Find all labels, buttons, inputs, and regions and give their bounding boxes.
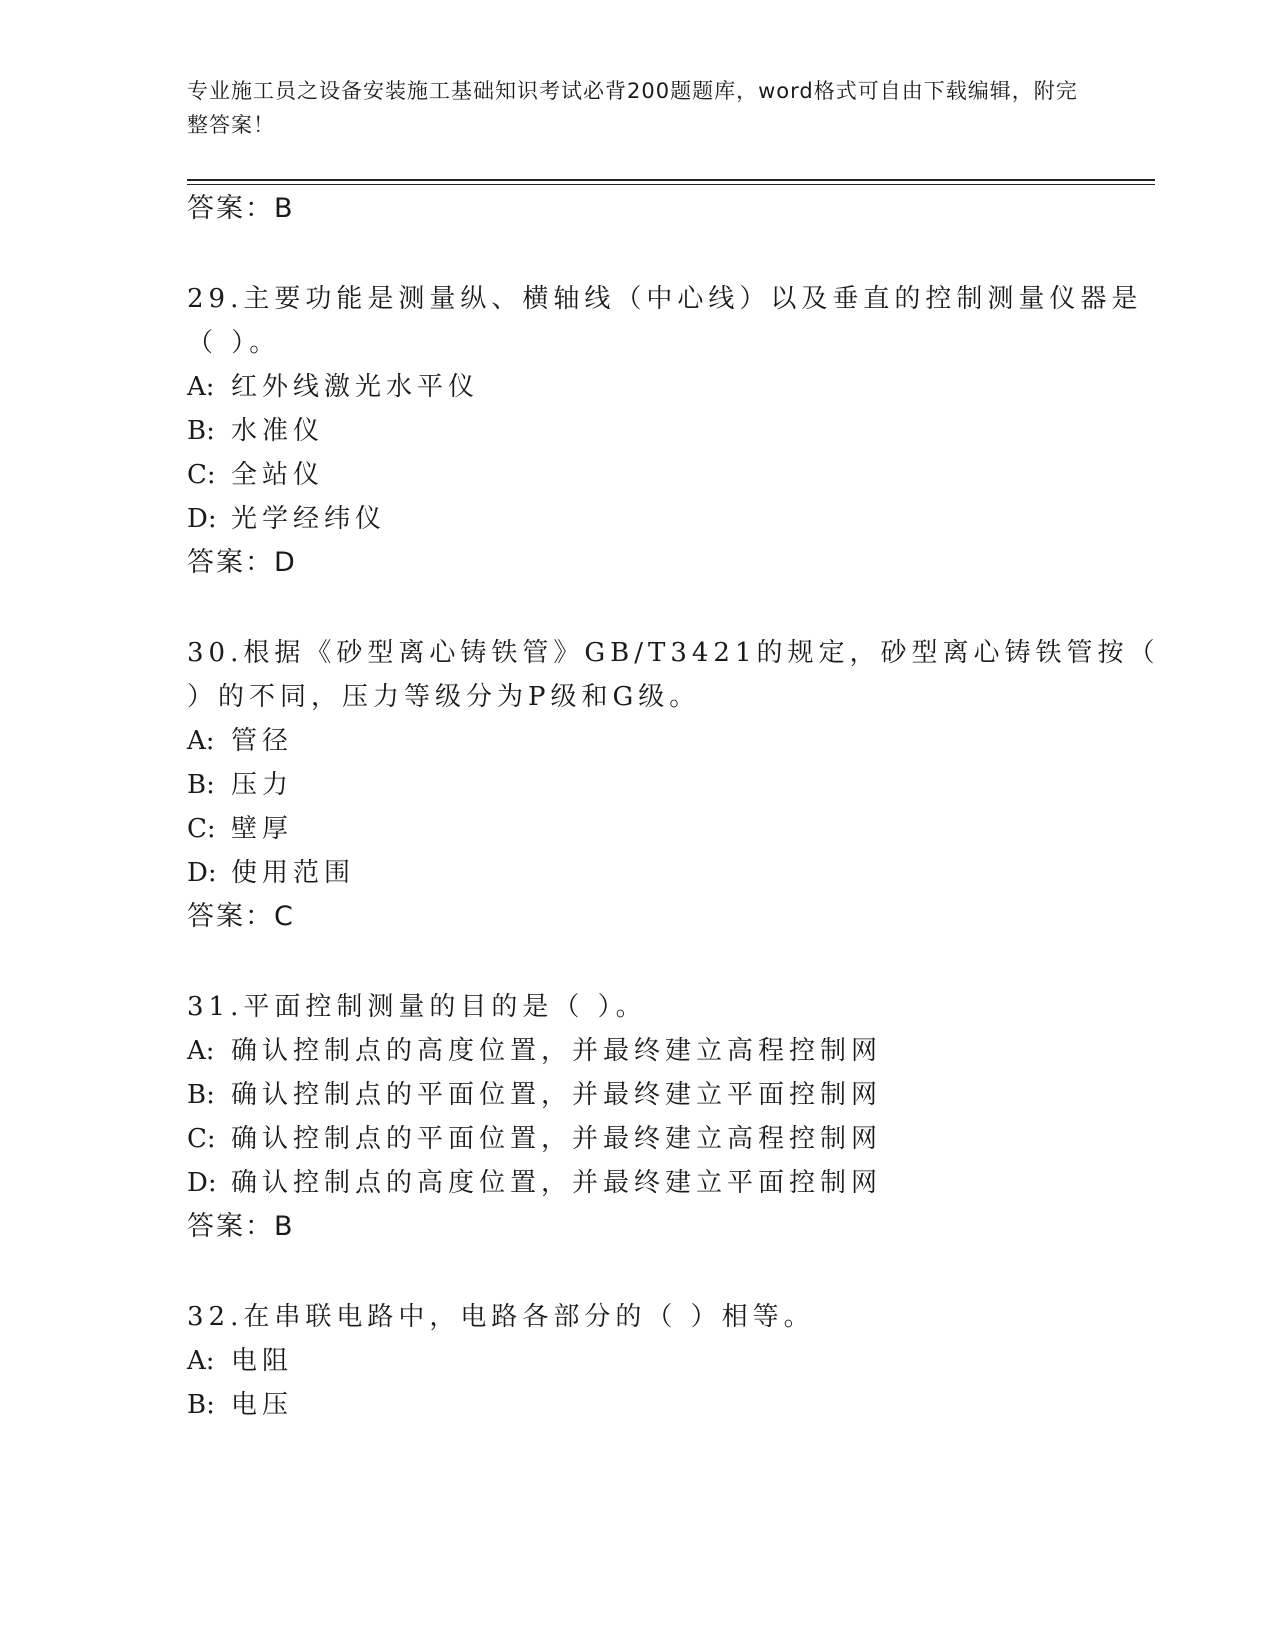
q30-option-d (187, 856, 355, 890)
q30-stem-line2: ）的不同，压力等级分为P级和G级。 (187, 682, 701, 712)
q30-option-b-text: 压力 (231, 770, 294, 800)
q30-option-d-letter: D: (187, 858, 217, 888)
q31-option-d-letter: D: (187, 1168, 217, 1198)
q32-option-b-letter: B: (187, 1390, 215, 1420)
q30-option-b-letter: B: (187, 770, 215, 800)
q30-option-b (187, 768, 293, 802)
q29-stem-line2: （ ）。 (187, 328, 281, 358)
header-rule-thin (187, 184, 1155, 185)
document-header: 专业施工员之设备安装施工基础知识考试必背200题题库，word格式可自由下载编辑，附完整答案！ (187, 79, 1078, 137)
q31-option-c (187, 1122, 882, 1156)
q29-option-c (187, 458, 324, 492)
q31-option-a-letter: A: (187, 1036, 215, 1066)
q32-option-b (187, 1388, 293, 1422)
q31-option-d (187, 1166, 882, 1200)
q30-answer: 答案：C (187, 901, 295, 932)
q29-option-d-text: 光学经纬仪 (231, 504, 387, 534)
q30-option-d-text: 使用范围 (231, 858, 356, 888)
prev-answer: 答案：B (187, 193, 295, 224)
q29-option-a (187, 370, 479, 404)
q31-option-b-letter: B: (187, 1080, 215, 1110)
q29-option-b-text: 水准仪 (231, 416, 325, 446)
q30-option-a (187, 724, 293, 758)
q29-stem-line1: 29.主要功能是测量纵、横轴线（中心线）以及垂直的控制测量仪器是 (187, 284, 1143, 314)
q30-stem-line1: 30.根据《砂型离心铸铁管》GB/T3421的规定，砂型离心铸铁管按（ (187, 638, 1160, 668)
q29-option-a-letter: A: (187, 372, 215, 402)
q29-option-d-letter: D: (187, 504, 217, 534)
q31-option-c-text: 确认控制点的平面位置，并最终建立高程控制网 (231, 1124, 883, 1154)
q29-option-b (187, 414, 324, 448)
q29-option-a-text: 红外线激光水平仪 (231, 372, 480, 402)
q30-option-c-letter: C: (187, 814, 216, 844)
q29-option-b-letter: B: (187, 416, 215, 446)
q32-option-b-text: 电压 (231, 1390, 294, 1420)
q31-stem-line1: 31.平面控制测量的目的是（ ）。 (187, 992, 647, 1022)
q29-answer: 答案：D (187, 547, 297, 578)
q30-option-a-text: 管径 (231, 726, 294, 756)
q29-option-c-text: 全站仪 (231, 460, 325, 490)
q32-option-a-letter: A: (187, 1346, 215, 1376)
q31-option-c-letter: C: (187, 1124, 216, 1154)
q31-option-d-text: 确认控制点的高度位置，并最终建立平面控制网 (231, 1168, 883, 1198)
q32-option-a (187, 1344, 293, 1378)
q31-option-a (187, 1034, 882, 1068)
q30-option-c-text: 壁厚 (231, 814, 294, 844)
q31-answer: 答案：B (187, 1211, 295, 1242)
q31-option-b-text: 确认控制点的平面位置，并最终建立平面控制网 (231, 1080, 883, 1110)
q31-option-a-text: 确认控制点的高度位置，并最终建立高程控制网 (231, 1036, 883, 1066)
q32-option-a-text: 电阻 (231, 1346, 294, 1376)
q32-stem-line1: 32.在串联电路中，电路各部分的（ ）相等。 (187, 1302, 815, 1332)
header-rule-thick (187, 179, 1155, 181)
q31-option-b (187, 1078, 882, 1112)
q29-option-d (187, 502, 386, 536)
q30-option-a-letter: A: (187, 726, 215, 756)
q29-option-c-letter: C: (187, 460, 216, 490)
q30-option-c (187, 812, 293, 846)
